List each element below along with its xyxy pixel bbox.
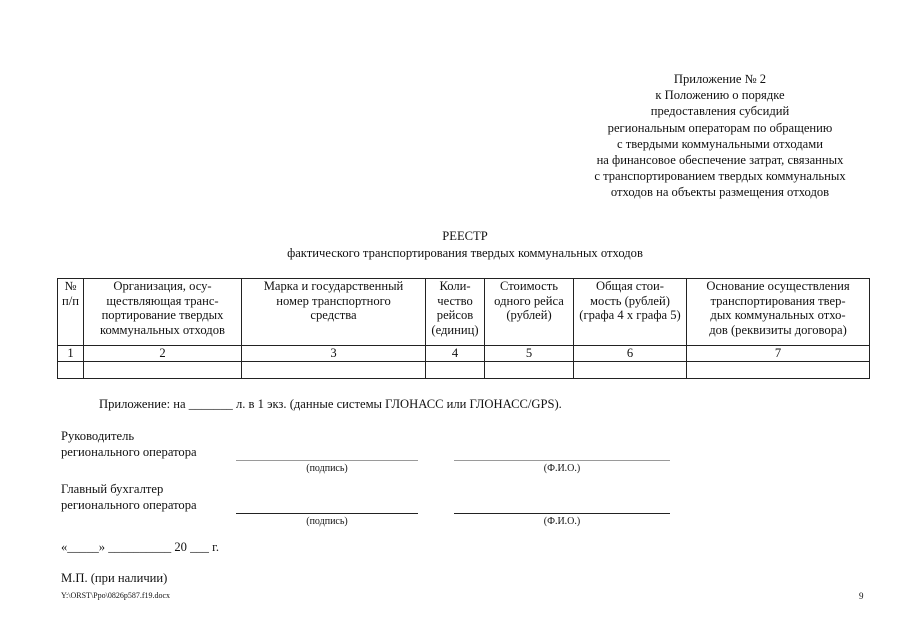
- footer-file-path: Y:\ORST\Ppo\0826p587.f19.docx: [61, 591, 171, 600]
- header-text: (рублей): [506, 308, 552, 323]
- header-text: рейсов: [436, 308, 474, 323]
- header-text: мость (рублей): [590, 293, 670, 308]
- signatory-label-line: регионального оператора: [61, 498, 197, 513]
- signatory-label-line: Главный бухгалтер: [61, 482, 164, 496]
- appendix-header-line: отходов на объекты размещения отходов: [610, 185, 830, 200]
- column-number-cell: 4: [426, 346, 485, 362]
- empty-cell: [687, 362, 870, 379]
- signatory-label-accountant: [61, 481, 197, 514]
- column-number-cell: 3: [242, 346, 426, 362]
- header-cell-organization: [84, 279, 242, 346]
- header-text: п/п: [62, 293, 79, 308]
- signature-caption: (подпись): [306, 463, 348, 474]
- registry-title: РЕЕСТР: [442, 229, 488, 243]
- header-cell-trip-count: [426, 279, 485, 346]
- header-text: Общая стои-: [596, 279, 664, 293]
- header-text: дых коммунальных отхо-: [710, 308, 846, 323]
- header-text: средства: [310, 308, 357, 323]
- name-caption: (Ф.И.О.): [543, 463, 581, 474]
- header-text: чество: [437, 293, 473, 308]
- signature-line: [236, 460, 418, 461]
- page-number: 9: [859, 591, 864, 601]
- signature-line: [236, 513, 418, 514]
- registry-subtitle: фактического транспортирования твердых коммунальных отходов: [287, 245, 643, 260]
- header-cell-vehicle: [242, 279, 426, 346]
- header-cell-number: [58, 279, 84, 346]
- empty-cell: [84, 362, 242, 379]
- header-text: портирование твердых: [101, 308, 224, 323]
- signatory-label-line: регионального оператора: [61, 445, 197, 460]
- column-number-cell: 6: [574, 346, 687, 362]
- name-line: [454, 460, 670, 461]
- header-text: ществляющая транс-: [106, 293, 219, 308]
- empty-cell: [58, 362, 84, 379]
- column-number-cell: 5: [485, 346, 574, 362]
- stamp-line: М.П. (при наличии): [61, 571, 168, 585]
- table-row: [58, 362, 870, 379]
- empty-cell: [485, 362, 574, 379]
- header-cell-basis: [687, 279, 870, 346]
- column-number-cell: 1: [58, 346, 84, 362]
- signature-caption: (подпись): [306, 516, 348, 527]
- appendix-header-line: с транспортированием твердых коммунальных: [594, 169, 846, 184]
- header-text: коммунальных отходов: [100, 322, 225, 337]
- name-caption: (Ф.И.О.): [543, 516, 581, 527]
- registry-table: [57, 278, 870, 379]
- header-cell-trip-cost: [485, 279, 574, 346]
- header-text: (единиц): [431, 322, 479, 337]
- registry-title-block: [150, 228, 780, 261]
- signatory-label-line: Руководитель: [61, 429, 135, 443]
- header-text: дов (реквизиты договора): [709, 322, 847, 337]
- header-text: Основание осуществления: [706, 279, 850, 293]
- empty-cell: [426, 362, 485, 379]
- header-text: номер транспортного: [276, 293, 391, 308]
- header-text: транспортирования твер-: [710, 293, 846, 308]
- header-text: (графа 4 х графа 5): [579, 308, 681, 323]
- table-header-row: [58, 279, 870, 346]
- name-line: [454, 513, 670, 514]
- appendix-header-line: Приложение № 2: [673, 72, 767, 86]
- header-text: Организация, осу-: [113, 279, 212, 293]
- header-text: Коли-: [439, 279, 471, 293]
- column-number-cell: 7: [687, 346, 870, 362]
- date-line: «_____» __________ 20 ___ г.: [61, 540, 220, 554]
- column-number-cell: 2: [84, 346, 242, 362]
- header-cell-total-cost: [574, 279, 687, 346]
- column-number-row: [58, 346, 870, 362]
- appendix-header-line: к Положению о порядке: [655, 88, 785, 103]
- appendix-header-line: региональным операторам по обращению: [607, 120, 833, 135]
- signatory-label-director: [61, 428, 197, 461]
- header-text: №: [64, 279, 77, 293]
- header-text: Стоимость: [499, 279, 559, 293]
- appendix-header-line: предоставления субсидий: [650, 104, 790, 119]
- empty-cell: [574, 362, 687, 379]
- header-text: одного рейса: [494, 293, 564, 308]
- empty-cell: [242, 362, 426, 379]
- appendix-header-line: на финансовое обеспечение затрат, связанных: [596, 153, 844, 168]
- appendix-header-line: с твердыми коммунальными отходами: [617, 136, 823, 151]
- appendix-header: [560, 71, 880, 201]
- header-text: Марка и государственный: [263, 279, 404, 293]
- attachment-line: Приложение: на _______ л. в 1 экз. (данные системы ГЛОНАСС или ГЛОНАСС/GPS).: [99, 397, 562, 411]
